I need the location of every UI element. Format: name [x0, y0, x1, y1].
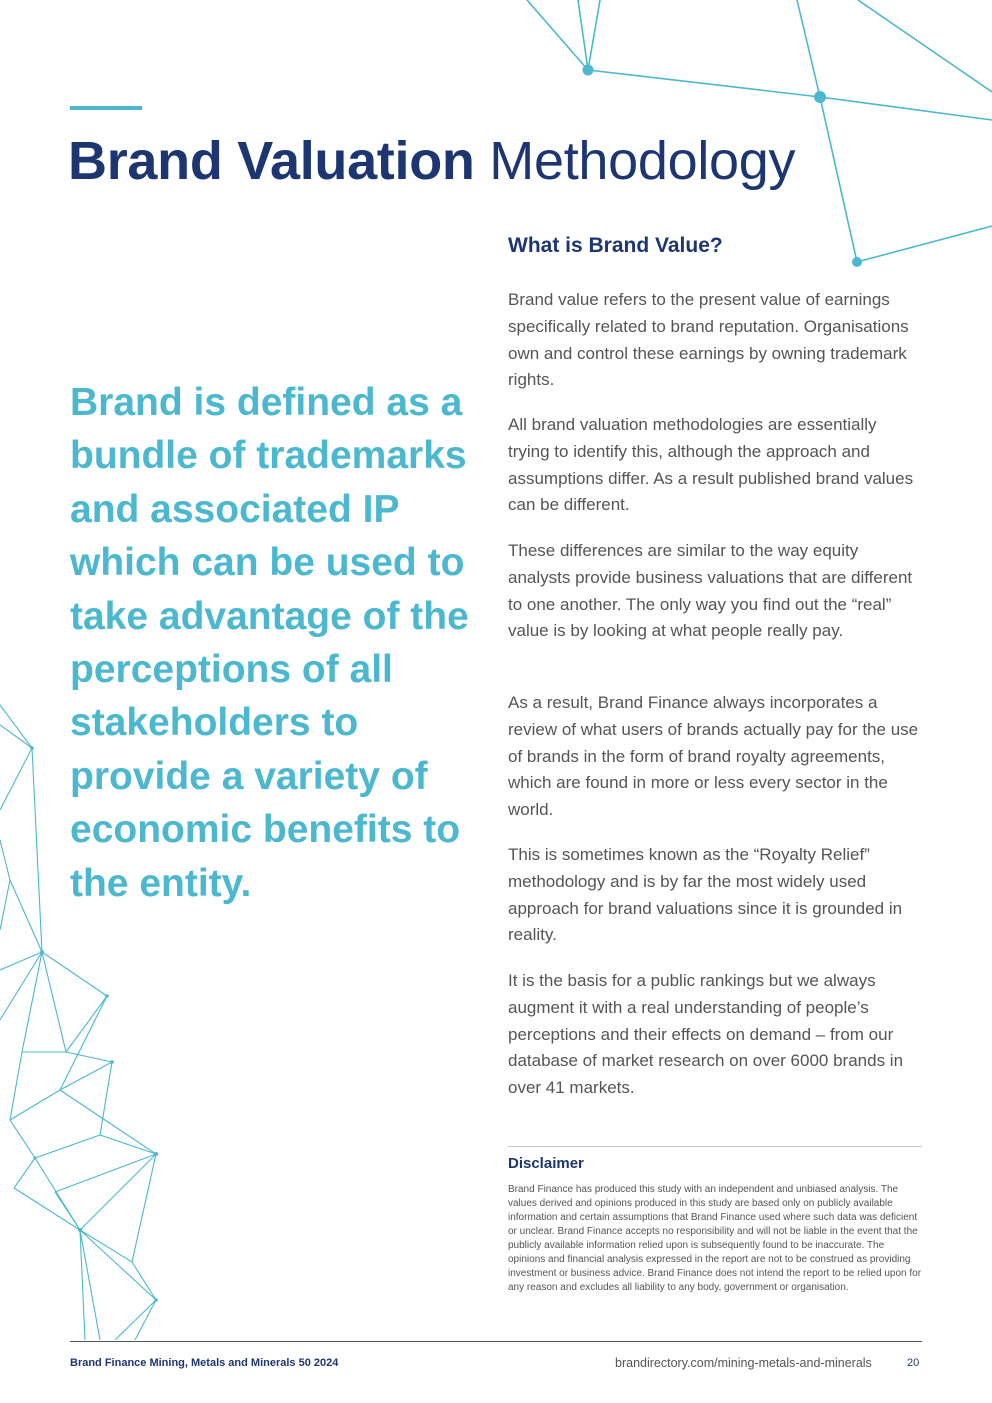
body-paragraph: It is the basis for a public rankings but we always augment it with a real understanding of people’s perceptions and their effects on demand – from our database of market research on over 6000 brands in over 41 markets. [508, 971, 904, 1098]
section-heading: What is Brand Value? [508, 234, 723, 257]
page-number: 20 [907, 1357, 920, 1369]
page-title [68, 128, 795, 194]
page-title-bold: Brand Valuation [68, 131, 475, 191]
title-accent-bar [70, 106, 142, 110]
body-paragraph: As a result, Brand Finance always incorporates a review of what users of brands actually pay for the use of brands in the form of brand royalty agreements, which are found in more or less every sector in the world. [508, 693, 919, 820]
content-column [508, 230, 922, 262]
body-paragraph: This is sometimes known as the “Royalty Relief” methodology and is by far the most widely used approach for brand valuations since it is grounded in reality. [508, 845, 903, 945]
disclaimer-title: Disclaimer [508, 1155, 584, 1172]
footer-publication: Brand Finance Mining, Metals and Minerals 50 2024 [70, 1357, 339, 1369]
body-paragraph: Brand value refers to the present value of earnings specifically related to brand reputation. Organisations own and control these earnings by owning trademark rights. [508, 290, 909, 390]
body-paragraph: These differences are similar to the way equity analysts provide business valuations that are different to one another. The only way you find out the “real” value is by looking at what people really pay. [508, 541, 913, 641]
disclaimer-text: Brand Finance has produced this study with an independent and unbiased analysis. The values derived and opinions produced in this study are based only on publicly available information and certain assumptions that Brand Finance used where such data was deficient or unclear. Brand Finance accepts no responsibility and will not be liable in the event that the publicly available information relied upon is subsequently found to be inaccurate. The opinions and financial analysis expressed in the report are not to be construed as providing investment or business advice. Brand Finance does not intend the report to be relied upon for any reason and excludes all liability to any body, government or organisation. [508, 1184, 922, 1293]
footer-url-link[interactable]: brandirectory.com/mining-metals-and-minerals [615, 1356, 872, 1370]
footer-divider [70, 1341, 922, 1342]
disclaimer-divider [508, 1146, 922, 1147]
body-paragraph: All brand valuation methodologies are essentially trying to identify this, although the approach and assumptions differ. As a result published brand values can be different. [508, 415, 914, 515]
pull-quote: Brand is defined as a bundle of trademarks and associated IP which can be used to take advantage of the perceptions of all stakeholders to provide a variety of economic benefits to the entity. [70, 381, 469, 905]
page-title-light: Methodology [489, 131, 796, 191]
